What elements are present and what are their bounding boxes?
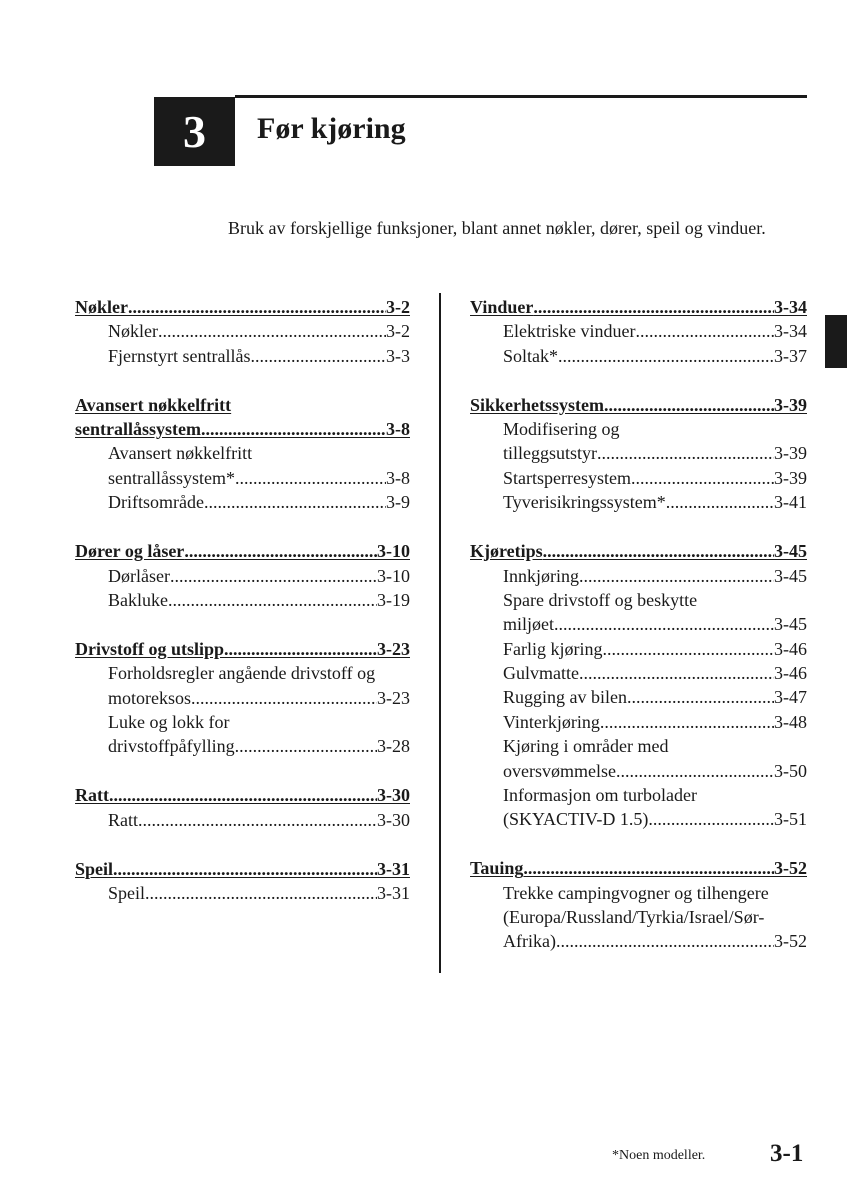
chapter-intro: Bruk av forskjellige funksjoner, blant annet nøkler, dører, speil og vinduer.: [228, 218, 766, 238]
toc-entry-text: drivstoffpåfylling: [108, 736, 235, 757]
toc-sub-entry: [470, 783, 807, 807]
toc-entry-text: Soltak*: [503, 345, 559, 366]
toc-leader-dots: [138, 808, 377, 832]
toc-entry-text: Nøkler: [108, 321, 158, 342]
toc-sub-entry[interactable]: [470, 710, 807, 734]
toc-leader-dots: [579, 564, 774, 588]
toc-page-ref: 3-37: [774, 345, 807, 366]
toc-leader-dots: [579, 661, 774, 685]
toc-page-ref: 3-47: [774, 687, 807, 708]
toc-page-ref: 3-52: [774, 931, 807, 952]
toc-entry-text: Kjøring i områder med: [503, 736, 669, 757]
toc-sub-entry: [470, 588, 807, 612]
toc-leader-dots: [627, 685, 774, 709]
toc-entry-text: Ratt: [75, 785, 109, 806]
toc-entry-text: (Europa/Russland/Tyrkia/Israel/Sør-: [503, 907, 765, 928]
toc-entry-text: Speil: [75, 858, 114, 879]
toc-entry-text: Sikkerhetssystem: [470, 394, 604, 415]
toc-page-ref: 3-23: [377, 687, 410, 708]
toc-entry-text: Fjernstyrt sentrallås: [108, 345, 251, 366]
toc-right-column: [470, 295, 807, 978]
toc-leader-dots: [109, 783, 377, 807]
toc-entry-text: Spare drivstoff og beskytte: [503, 589, 698, 610]
toc-sub-entry[interactable]: [75, 344, 410, 368]
toc-page-ref: 3-8: [386, 419, 410, 440]
toc-page-ref: 3-9: [386, 492, 410, 513]
toc-heading-entry[interactable]: [75, 637, 410, 661]
toc-page-ref: 3-23: [377, 638, 410, 659]
toc-entry-text: Dører og låser: [75, 541, 185, 562]
toc-sub-entry: [470, 905, 807, 929]
toc-page-ref: 3-30: [377, 785, 410, 806]
header-rule: [235, 95, 807, 98]
toc-sub-entry[interactable]: [470, 319, 807, 343]
toc-entry-text: Nøkler: [75, 297, 128, 317]
toc-entry-text: miljøet: [503, 614, 554, 635]
toc-sub-entry: [470, 734, 807, 758]
toc-sub-entry[interactable]: [470, 807, 807, 831]
toc-sub-entry[interactable]: [470, 344, 807, 368]
toc-page-ref: 3-46: [774, 638, 807, 659]
toc-sub-entry[interactable]: [470, 661, 807, 685]
toc-entry-text: Avansert nøkkelfritt: [75, 394, 232, 415]
toc-page-ref: 3-41: [774, 492, 807, 513]
toc-entry-text: motoreksos: [108, 687, 191, 708]
toc-leader-dots: [201, 417, 386, 441]
toc-leader-dots: [128, 295, 386, 319]
page-number: 3-1: [770, 1140, 804, 1167]
toc-entry-text: Farlig kjøring: [503, 638, 603, 659]
toc-entry-text: Innkjøring: [503, 565, 579, 586]
toc-page-ref: 3-31: [377, 858, 410, 879]
toc-sub-entry[interactable]: [75, 588, 410, 612]
toc-leader-dots: [635, 319, 774, 343]
toc-leader-dots: [556, 929, 774, 953]
chapter-number: 3: [183, 106, 206, 157]
toc-leader-dots: [631, 466, 774, 490]
toc-leader-dots: [145, 881, 377, 905]
toc-entry-text: Gulvmatte: [503, 663, 579, 684]
toc-page-ref: 3-19: [377, 589, 410, 610]
toc-sub-entry[interactable]: [470, 759, 807, 783]
toc-page-ref: 3-34: [774, 297, 807, 317]
toc-entry-text: sentrallåssystem: [75, 419, 201, 440]
toc-entry-text: Tyverisikringssystem*: [503, 492, 666, 513]
toc-sub-entry[interactable]: [470, 612, 807, 636]
toc-entry-text: Tauing: [470, 858, 524, 879]
toc-section: [75, 783, 410, 832]
toc-leader-dots: [184, 539, 377, 563]
toc-entry-text: oversvømmelse: [503, 760, 616, 781]
toc-entry-text: Luke og lokk for: [108, 711, 230, 732]
toc-sub-entry[interactable]: [470, 441, 807, 465]
toc-sub-entry[interactable]: [470, 929, 807, 953]
toc-entry-text: Elektriske vinduer: [503, 321, 636, 342]
toc-page-ref: 3-3: [386, 345, 410, 366]
toc-heading-entry[interactable]: [470, 393, 807, 417]
toc-sub-entry: [75, 441, 410, 465]
toc-leader-dots: [554, 612, 774, 636]
toc-heading-entry[interactable]: [470, 539, 807, 563]
toc-left-column: [75, 295, 410, 930]
toc-entry-text: Rugging av bilen: [503, 687, 627, 708]
toc-page-ref: 3-39: [774, 467, 807, 488]
toc-leader-dots: [224, 637, 377, 661]
toc-sub-entry[interactable]: [75, 490, 410, 514]
toc-page-ref: 3-50: [774, 760, 807, 781]
chapter-title: Før kjøring: [257, 112, 406, 145]
toc-page-ref: 3-52: [774, 858, 807, 879]
toc-page-ref: 3-39: [774, 394, 807, 415]
column-divider: [439, 293, 441, 973]
toc-section: [75, 539, 410, 612]
toc-page-ref: 3-51: [774, 809, 807, 830]
toc-page-ref: 3-8: [386, 467, 410, 488]
toc-sub-entry[interactable]: [75, 319, 410, 343]
toc-entry-text: Bakluke: [108, 589, 168, 610]
toc-heading-entry[interactable]: [75, 295, 410, 319]
toc-entry-text: Ratt: [108, 809, 138, 830]
toc-entry-text: Kjøretips: [470, 541, 543, 562]
toc-sub-entry[interactable]: [75, 686, 410, 710]
toc-sub-entry[interactable]: [470, 466, 807, 490]
toc-entry-text: Driftsområde: [108, 492, 204, 513]
toc-entry-text: (SKYACTIV-D 1.5): [503, 809, 649, 830]
toc-leader-dots: [170, 564, 377, 588]
toc-entry-text: tilleggsutstyr: [503, 443, 597, 464]
toc-leader-dots: [603, 637, 775, 661]
toc-entry-text: Speil: [108, 882, 146, 903]
toc-entry-text: Forholdsregler angående drivstoff og: [108, 663, 376, 684]
toc-heading-entry[interactable]: [470, 295, 807, 319]
toc-leader-dots: [616, 759, 774, 783]
toc-leader-dots: [204, 490, 386, 514]
toc-heading-entry[interactable]: [75, 783, 410, 807]
footnote: *Noen modeller.: [612, 1148, 706, 1163]
toc-page-ref: 3-34: [774, 321, 807, 342]
toc-heading-entry[interactable]: [75, 857, 410, 881]
toc-page-ref: 3-48: [774, 711, 807, 732]
toc-sub-entry: [75, 661, 410, 685]
toc-leader-dots: [235, 466, 386, 490]
toc-leader-dots: [235, 734, 377, 758]
toc-section: [75, 393, 410, 515]
toc-leader-dots: [543, 539, 774, 563]
toc-entry-text: Dørlåser: [108, 565, 170, 586]
toc-page-ref: 3-2: [386, 297, 410, 317]
toc-sub-entry[interactable]: [470, 490, 807, 514]
toc-entry-text: sentrallåssystem*: [108, 467, 235, 488]
toc-heading-entry[interactable]: [470, 856, 807, 880]
toc-sub-entry[interactable]: [75, 564, 410, 588]
toc-entry-text: Vinterkjøring: [503, 711, 600, 732]
toc-sub-entry[interactable]: [75, 734, 410, 758]
toc-leader-dots: [666, 490, 774, 514]
toc-heading-entry[interactable]: [75, 539, 410, 563]
toc-leader-dots: [158, 319, 386, 343]
chapter-thumb-tab: [825, 315, 847, 368]
toc-section: [75, 637, 410, 759]
toc-leader-dots: [113, 857, 377, 881]
toc-sub-entry[interactable]: [75, 881, 410, 905]
toc-entry-text: Avansert nøkkelfritt: [108, 443, 253, 464]
toc-page-ref: 3-46: [774, 663, 807, 684]
toc-page-ref: 3-30: [377, 809, 410, 830]
toc-sub-entry[interactable]: [75, 466, 410, 490]
toc-leader-dots: [558, 344, 774, 368]
toc-heading-entry: [75, 393, 410, 417]
toc-entry-text: Drivstoff og utslipp: [75, 638, 225, 659]
toc-leader-dots: [533, 295, 774, 319]
chapter-number-box: [154, 97, 235, 166]
toc-leader-dots: [191, 686, 377, 710]
toc-leader-dots: [597, 441, 774, 465]
toc-entry-text: Modifisering og: [503, 419, 620, 440]
toc-sub-entry: [75, 710, 410, 734]
toc-leader-dots: [604, 393, 774, 417]
toc-section: [75, 295, 410, 368]
toc-entry-text: Startsperresystem: [503, 467, 631, 488]
toc-section: [75, 857, 410, 906]
toc-heading-entry[interactable]: [75, 417, 410, 441]
toc-leader-dots: [523, 856, 774, 880]
toc-page-ref: 3-45: [774, 541, 807, 562]
toc-entry-text: Afrika): [503, 931, 556, 952]
toc-sub-entry: [470, 881, 807, 905]
toc-leader-dots: [648, 807, 774, 831]
toc-page-ref: 3-39: [774, 443, 807, 464]
toc-sub-entry: [470, 417, 807, 441]
toc-page-ref: 3-10: [377, 565, 410, 586]
toc-sub-entry[interactable]: [470, 637, 807, 661]
toc-page-ref: 3-2: [386, 321, 410, 342]
toc-entry-text: Vinduer: [470, 297, 534, 317]
toc-page-ref: 3-31: [377, 882, 410, 903]
toc-leader-dots: [168, 588, 377, 612]
toc-entry-text: Trekke campingvogner og tilhengere: [503, 882, 769, 903]
toc-page-ref: 3-45: [774, 614, 807, 635]
toc-section: [470, 393, 807, 515]
toc-sub-entry[interactable]: [470, 685, 807, 709]
toc-page-ref: 3-28: [377, 736, 410, 757]
toc-entry-text: Informasjon om turbolader: [503, 785, 697, 806]
toc-sub-entry[interactable]: [75, 808, 410, 832]
toc-sub-entry[interactable]: [470, 564, 807, 588]
toc-section: [470, 295, 807, 368]
toc-section: [470, 856, 807, 954]
toc-section: [470, 539, 807, 832]
toc-leader-dots: [250, 344, 386, 368]
toc-page-ref: 3-10: [377, 541, 410, 562]
toc-page-ref: 3-45: [774, 565, 807, 586]
toc-leader-dots: [600, 710, 774, 734]
